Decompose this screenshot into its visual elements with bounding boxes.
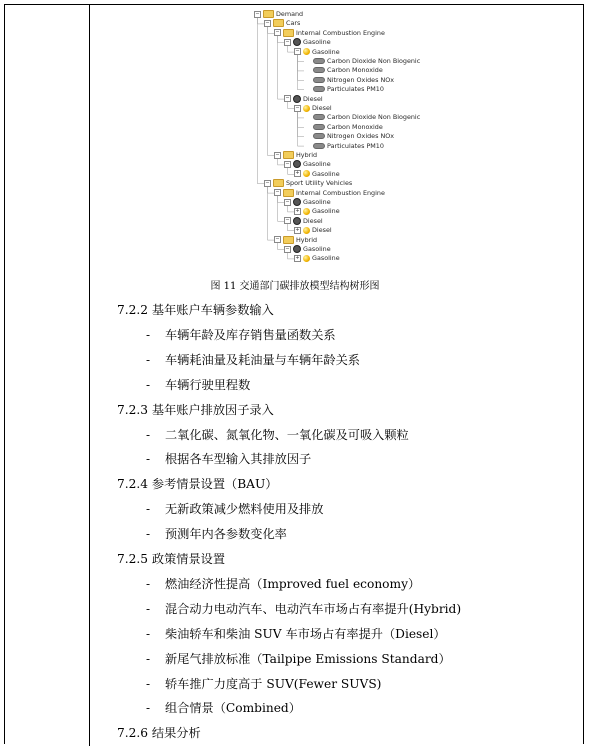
bullet-dash: - — [146, 452, 151, 467]
collapse-toggle-icon[interactable]: − — [295, 48, 300, 55]
tree-node[interactable] — [284, 217, 323, 226]
collapse-toggle-icon[interactable]: − — [275, 151, 280, 158]
bullet-dash: - — [146, 327, 151, 342]
tree-node[interactable] — [304, 132, 394, 141]
tree-node-label: Gasoline — [303, 38, 331, 47]
gear-icon — [293, 38, 301, 46]
tree-node[interactable] — [274, 236, 317, 245]
tree-node-label: Internal Combustion Engine — [296, 188, 385, 197]
expand-toggle-icon[interactable]: + — [295, 170, 300, 177]
tree-node-label: Hybrid — [296, 151, 318, 159]
tree-node-label: Carbon Dioxide Non Biogenic — [327, 113, 421, 122]
tree-node[interactable] — [274, 151, 317, 160]
bullet-dash: - — [146, 651, 151, 666]
tree-node-label: Hybrid — [296, 235, 318, 244]
tree-node[interactable] — [284, 38, 331, 47]
folder-icon — [263, 10, 274, 18]
gear-icon — [293, 217, 301, 225]
list-item: 车辆耗油量及耗油量与车辆年龄关系 — [165, 352, 360, 367]
list-item: 轿车推广力度高于 SUV(Fewer SUVS) — [165, 676, 382, 691]
list-item: 混合动力电动汽车、电动汽车市场占有率提升(Hybrid) — [165, 601, 462, 616]
folder-icon — [283, 189, 294, 197]
tree-node[interactable] — [304, 76, 394, 85]
pill-icon — [313, 67, 325, 73]
list-item: 预测年内各参数变化率 — [165, 527, 287, 542]
expand-toggle-icon[interactable]: + — [295, 226, 300, 233]
tree-node[interactable] — [304, 142, 384, 151]
tree-node[interactable] — [294, 207, 340, 216]
bullet-dash: - — [146, 427, 151, 442]
expand-toggle-icon[interactable]: + — [295, 207, 300, 214]
bullet-dash: - — [146, 377, 151, 392]
pill-icon — [313, 58, 325, 64]
collapse-toggle-icon[interactable]: − — [295, 104, 300, 111]
pill-icon — [313, 86, 325, 92]
tree-node[interactable] — [294, 254, 340, 263]
collapse-toggle-icon[interactable]: − — [285, 217, 290, 224]
tree-node-label: Gasoline — [303, 245, 331, 253]
list-item: 组合情景（Combined） — [165, 701, 301, 716]
list-item: 柴油轿车和柴油 SUV 车市场占有率提升（Diesel） — [165, 626, 446, 641]
fuel-ball-icon — [303, 255, 310, 262]
tree-node[interactable] — [294, 104, 332, 113]
collapse-toggle-icon[interactable]: − — [285, 160, 290, 167]
pill-icon — [313, 77, 325, 83]
fuel-ball-icon — [303, 48, 310, 55]
bullet-dash: - — [146, 701, 151, 716]
pill-icon — [313, 143, 325, 149]
tree-node-label: Demand — [276, 10, 304, 18]
tree-node[interactable] — [284, 198, 331, 207]
collapse-toggle-icon[interactable]: − — [285, 38, 290, 45]
tree-node[interactable] — [264, 19, 300, 28]
tree-node-label: Particulates PM10 — [327, 85, 384, 94]
bullet-dash: - — [146, 502, 151, 517]
list-item: 无新政策减少燃料使用及排放 — [165, 502, 324, 517]
tree-node-label: Gasoline — [312, 169, 340, 178]
tree-node-label: Gasoline — [312, 254, 340, 263]
tree-node-label: Internal Combustion Engine — [296, 28, 385, 37]
section-heading: 7.2.4 参考情景设置（BAU） — [117, 477, 278, 492]
section-heading: 7.2.5 政策情景设置 — [117, 552, 226, 566]
tree-node[interactable] — [304, 57, 420, 66]
fuel-ball-icon — [303, 105, 310, 112]
folder-icon — [283, 29, 294, 37]
tree-node[interactable] — [304, 123, 383, 132]
tree-node-label: Gasoline — [312, 47, 340, 56]
tree-node[interactable] — [274, 29, 385, 38]
fuel-ball-icon — [303, 227, 310, 234]
tree-node[interactable] — [304, 113, 420, 122]
list-item: 燃油经济性提高（Improved fuel economy） — [165, 576, 421, 591]
tree-node[interactable] — [294, 226, 332, 235]
folder-icon — [283, 236, 294, 244]
tree-node-label: Carbon Monoxide — [327, 122, 383, 131]
collapse-toggle-icon[interactable]: − — [275, 189, 280, 196]
folder-icon — [283, 151, 294, 159]
tree-node[interactable] — [254, 10, 303, 19]
section-heading: 7.2.6 结果分析 — [117, 726, 201, 741]
pill-icon — [313, 124, 325, 130]
collapse-toggle-icon[interactable]: − — [285, 198, 290, 205]
list-item: 车辆行驶里程数 — [165, 377, 251, 392]
table-column-divider — [89, 4, 90, 746]
bullet-dash: - — [146, 676, 151, 691]
tree-node[interactable] — [294, 170, 340, 179]
tree-node-label: Gasoline — [312, 207, 340, 216]
tree-node-label: Nitrogen Oxides NOx — [327, 75, 395, 84]
tree-node-label: Nitrogen Oxides NOx — [327, 132, 395, 141]
section-heading: 7.2.3 基年账户排放因子录入 — [117, 402, 274, 417]
collapse-toggle-icon[interactable]: − — [255, 10, 260, 17]
tree-node[interactable] — [294, 48, 340, 57]
collapse-toggle-icon[interactable]: − — [285, 95, 290, 102]
tree-node[interactable] — [304, 66, 383, 75]
tree-node-label: Diesel — [303, 94, 323, 103]
tree-node[interactable] — [284, 245, 331, 254]
tree-node-label: Diesel — [303, 216, 323, 225]
list-item: 新尾气排放标准（Tailpipe Emissions Standard） — [165, 651, 451, 666]
collapse-toggle-icon[interactable]: − — [285, 245, 290, 252]
pill-icon — [313, 114, 325, 120]
tree-node-label: Carbon Dioxide Non Biogenic — [327, 57, 421, 65]
pill-icon — [313, 133, 325, 139]
tree-node-label: Carbon Monoxide — [327, 66, 383, 75]
collapse-toggle-icon[interactable]: − — [265, 19, 270, 26]
figure-caption: 图 11 交通部门碳排放模型结构树形图 — [210, 281, 380, 292]
list-item: 车辆年龄及库存销售量函数关系 — [165, 327, 336, 342]
bullet-dash: - — [146, 576, 151, 591]
tree-node[interactable] — [274, 189, 385, 198]
folder-icon — [273, 179, 284, 187]
fuel-ball-icon — [303, 208, 310, 215]
fuel-ball-icon — [303, 170, 310, 177]
tree-node[interactable] — [264, 179, 352, 188]
collapse-toggle-icon[interactable]: − — [265, 179, 270, 186]
tree-node-label: Gasoline — [303, 160, 331, 169]
list-item: 根据各车型输入其排放因子 — [165, 452, 312, 467]
tree-node-label: Particulates PM10 — [327, 141, 384, 150]
collapse-toggle-icon[interactable]: − — [275, 236, 280, 243]
gear-icon — [293, 160, 301, 168]
folder-icon — [273, 19, 284, 27]
tree-node-label: Sport Utility Vehicles — [286, 179, 353, 188]
emission-model-tree — [250, 8, 450, 270]
gear-icon — [293, 95, 301, 103]
gear-icon — [293, 245, 301, 253]
tree-node-label: Diesel — [312, 226, 332, 235]
tree-node[interactable] — [304, 85, 384, 94]
tree-node-label: Gasoline — [303, 198, 331, 206]
tree-node-label: Diesel — [312, 104, 332, 112]
section-heading: 7.2.2 基年账户车辆参数输入 — [117, 303, 274, 317]
expand-toggle-icon[interactable]: + — [295, 254, 300, 261]
gear-icon — [293, 198, 301, 206]
collapse-toggle-icon[interactable]: − — [275, 29, 280, 36]
bullet-dash: - — [146, 352, 151, 367]
bullet-dash: - — [146, 601, 151, 616]
tree-node[interactable] — [284, 95, 323, 104]
tree-node[interactable] — [284, 160, 331, 169]
list-item: 二氧化碳、氮氧化物、一氧化碳及可吸入颗粒 — [165, 427, 409, 442]
bullet-dash: - — [146, 626, 151, 641]
tree-node-label: Cars — [286, 19, 301, 28]
bullet-dash: - — [146, 527, 151, 542]
